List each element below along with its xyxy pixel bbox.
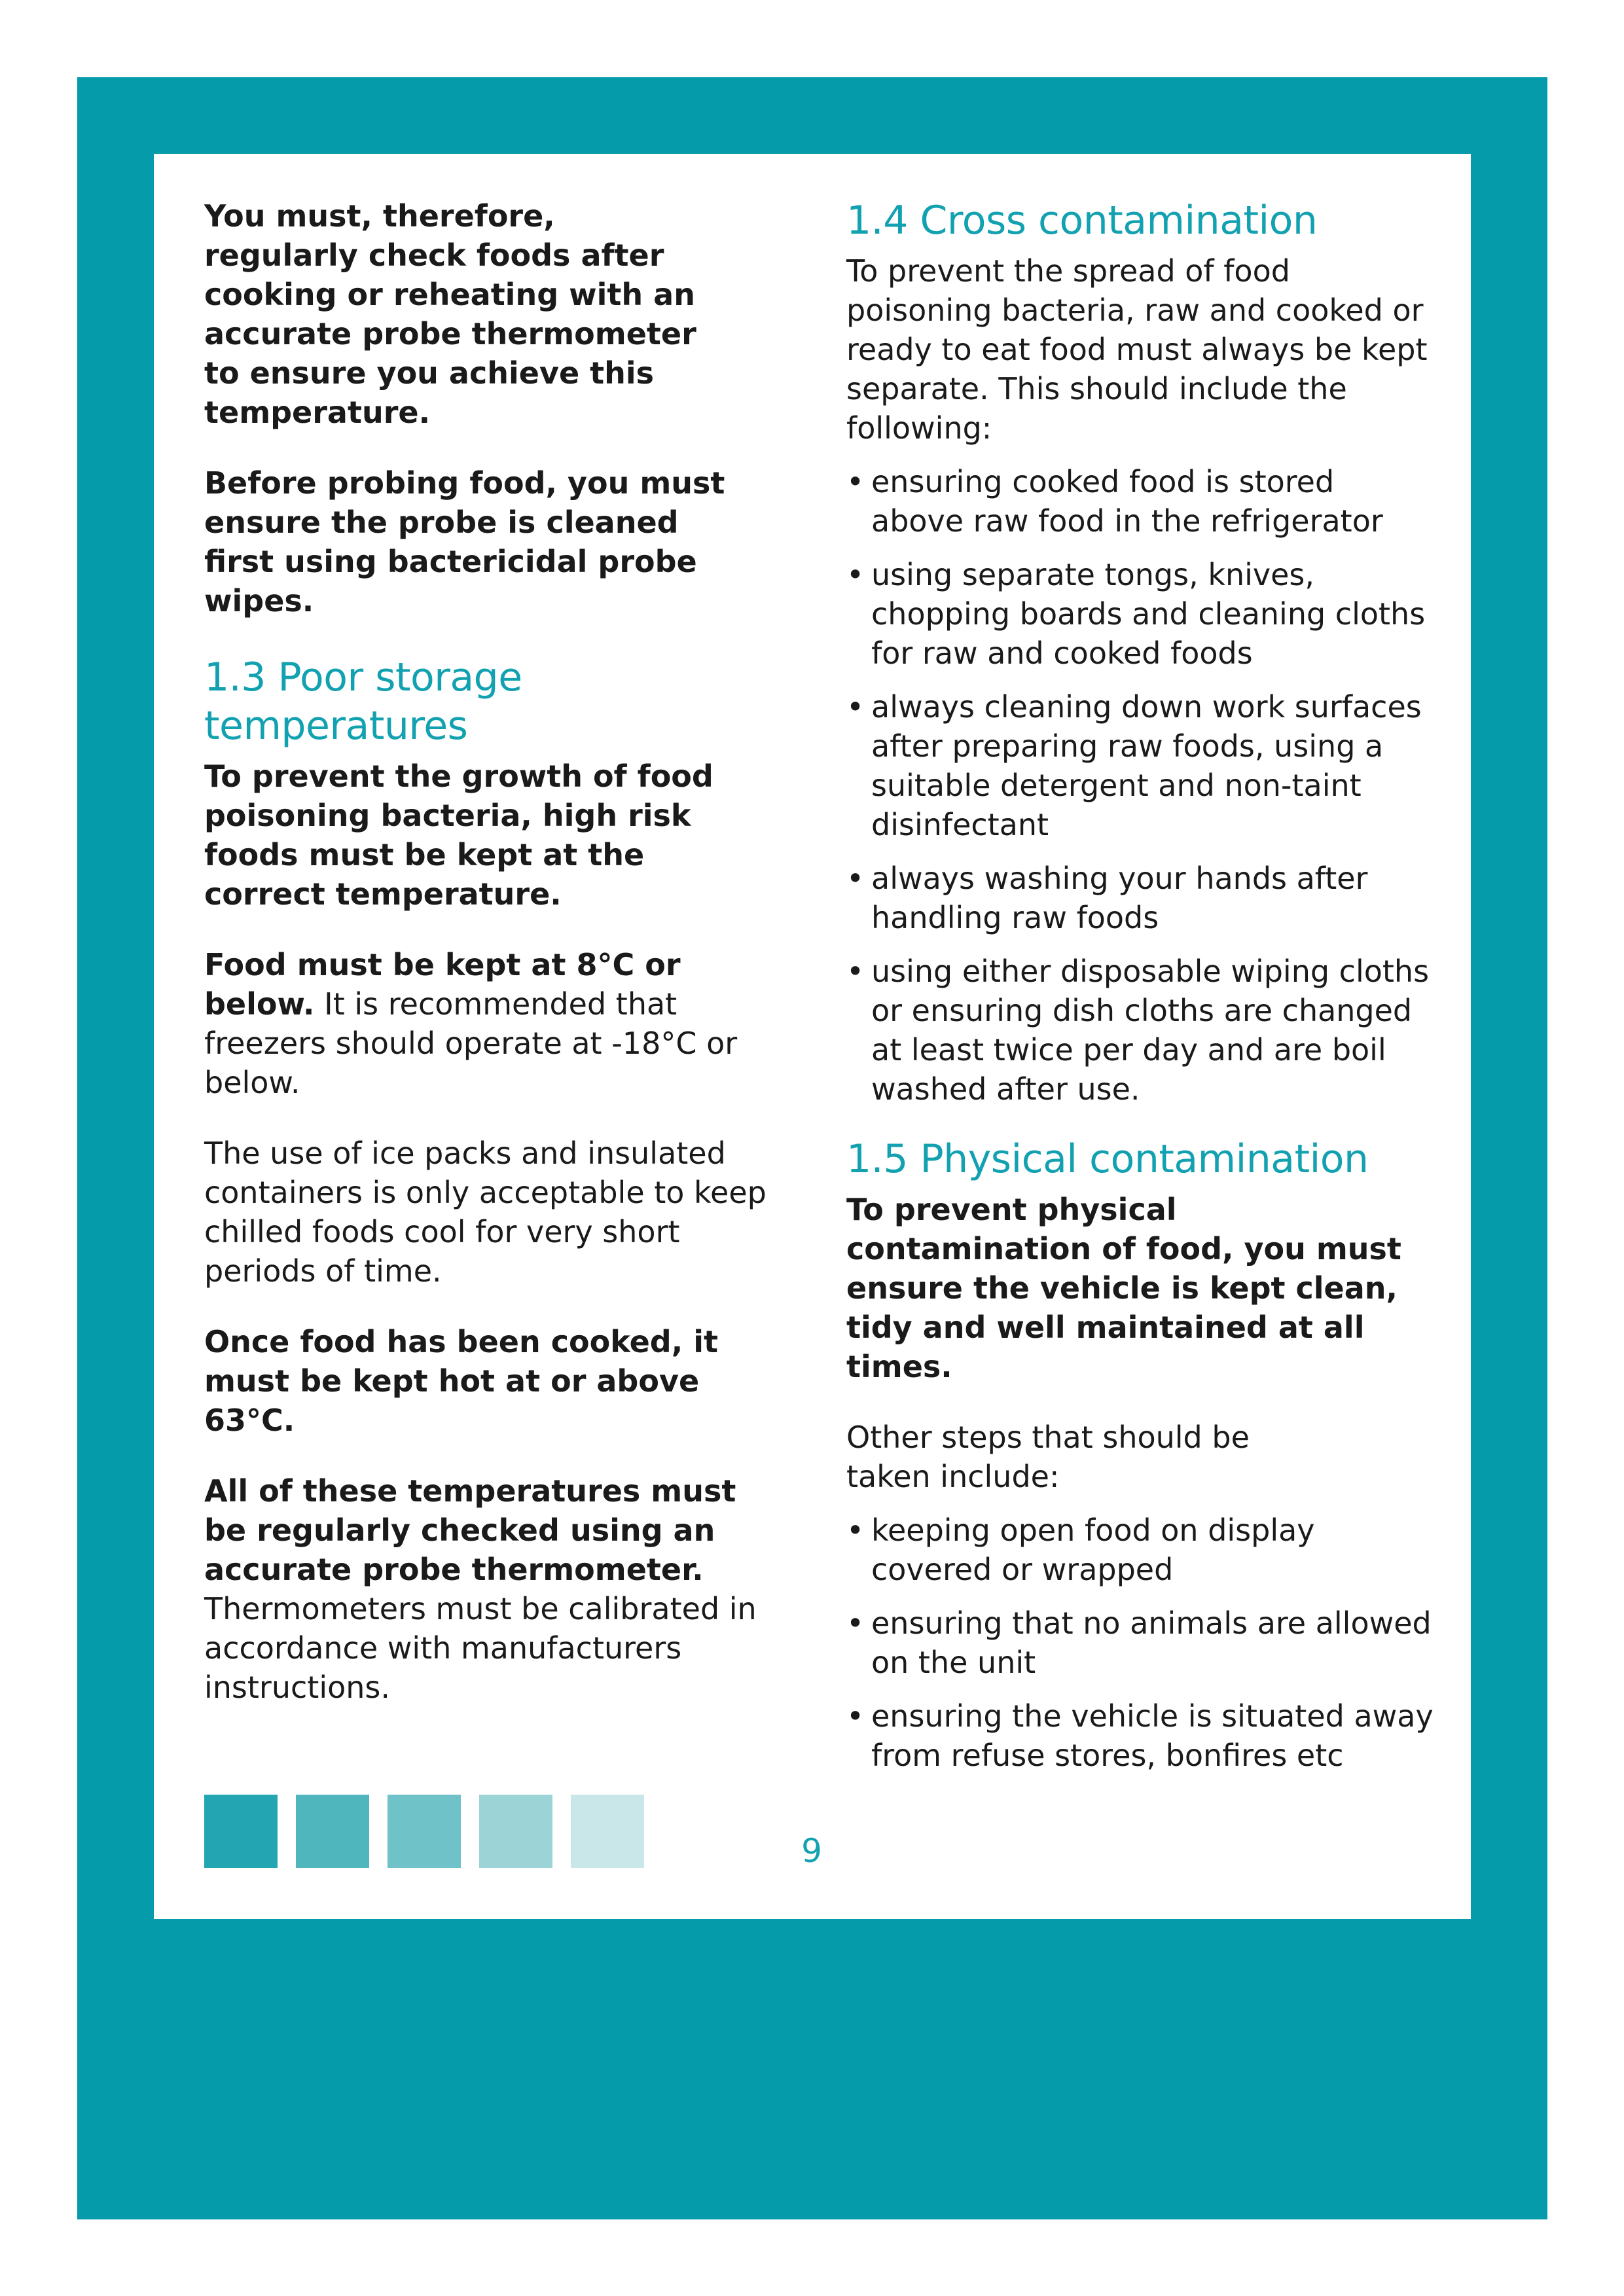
color-square bbox=[479, 1795, 552, 1868]
list-item: • ensuring cooked food is stored above raw food in the refrigerator bbox=[846, 462, 1435, 541]
color-square bbox=[204, 1795, 278, 1868]
left-column bbox=[204, 196, 780, 1707]
cross-contamination-intro: To prevent the spread of food poisoning bacteria, raw and cooked or ready to eat food must always be kept separate. This should include the following: bbox=[846, 253, 1428, 446]
cross-contamination-list bbox=[846, 462, 1435, 1109]
other-steps-paragraph: Other steps that should be taken include: bbox=[846, 1420, 1250, 1494]
list-item: • ensuring that no animals are allowed on the unit bbox=[846, 1604, 1435, 1682]
right-column bbox=[846, 196, 1435, 1775]
color-square bbox=[571, 1795, 644, 1868]
freezer-recommendation: It is recommended that freezers should operate at -18°C or below. bbox=[204, 986, 738, 1100]
list-item: • using separate tongs, knives, chopping boards and cleaning cloths for raw and cooked foods bbox=[846, 555, 1435, 673]
list-item: • always washing your hands after handling raw foods bbox=[846, 859, 1435, 937]
calibration-note: Thermometers must be calibrated in accordance with manufacturers instructions. bbox=[204, 1591, 757, 1705]
temperature-checking-paragraph bbox=[204, 1471, 780, 1707]
hot-holding-paragraph: Once food has been cooked, it must be kept hot at or above 63°C. bbox=[204, 1324, 718, 1438]
chill-temperature-statement: Food must be kept at 8°C or below. bbox=[204, 947, 681, 1022]
ice-packs-paragraph: The use of ice packs and insulated containers is only acceptable to keep chilled foods cool for very short periods of time. bbox=[204, 1136, 767, 1289]
section-heading-1-3: 1.3 Poor storage temperatures bbox=[204, 655, 522, 749]
physical-contamination-intro: To prevent physical contamination of food, you must ensure the vehicle is kept clean, tidy and well maintained at all times. bbox=[846, 1192, 1401, 1384]
storage-temperature-paragraph bbox=[204, 945, 780, 1102]
physical-contamination-list bbox=[846, 1511, 1435, 1775]
list-item: • always cleaning down work surfaces after preparing raw foods, using a suitable detergent and non-taint disinfectant bbox=[846, 687, 1435, 844]
list-item: • using either disposable wiping cloths or ensuring dish cloths are changed at least twice per day and are boil washed after use. bbox=[846, 952, 1435, 1109]
page-number: 9 bbox=[801, 1832, 822, 1870]
probe-cleaning-paragraph: Before probing food, you must ensure the probe is cleaned first using bactericidal probe wipes. bbox=[204, 465, 725, 619]
color-square bbox=[388, 1795, 461, 1868]
cooking-check-paragraph: You must, therefore, regularly check foods after cooking or reheating with an accurate probe thermometer to ensure you achieve this temperature. bbox=[204, 198, 696, 430]
section-heading-1-4: 1.4 Cross contamination bbox=[846, 198, 1318, 243]
list-item: • keeping open food on display covered or wrapped bbox=[846, 1511, 1435, 1589]
section-heading-1-5: 1.5 Physical contamination bbox=[846, 1136, 1369, 1182]
temperature-checking-statement: All of these temperatures must be regularly checked using an accurate probe thermometer. bbox=[204, 1473, 736, 1587]
color-square bbox=[296, 1795, 369, 1868]
storage-intro-paragraph: To prevent the growth of food poisoning bacteria, high risk foods must be kept at the correct temperature. bbox=[204, 759, 713, 912]
list-item: • ensuring the vehicle is situated away from refuse stores, bonfires etc bbox=[846, 1696, 1435, 1775]
